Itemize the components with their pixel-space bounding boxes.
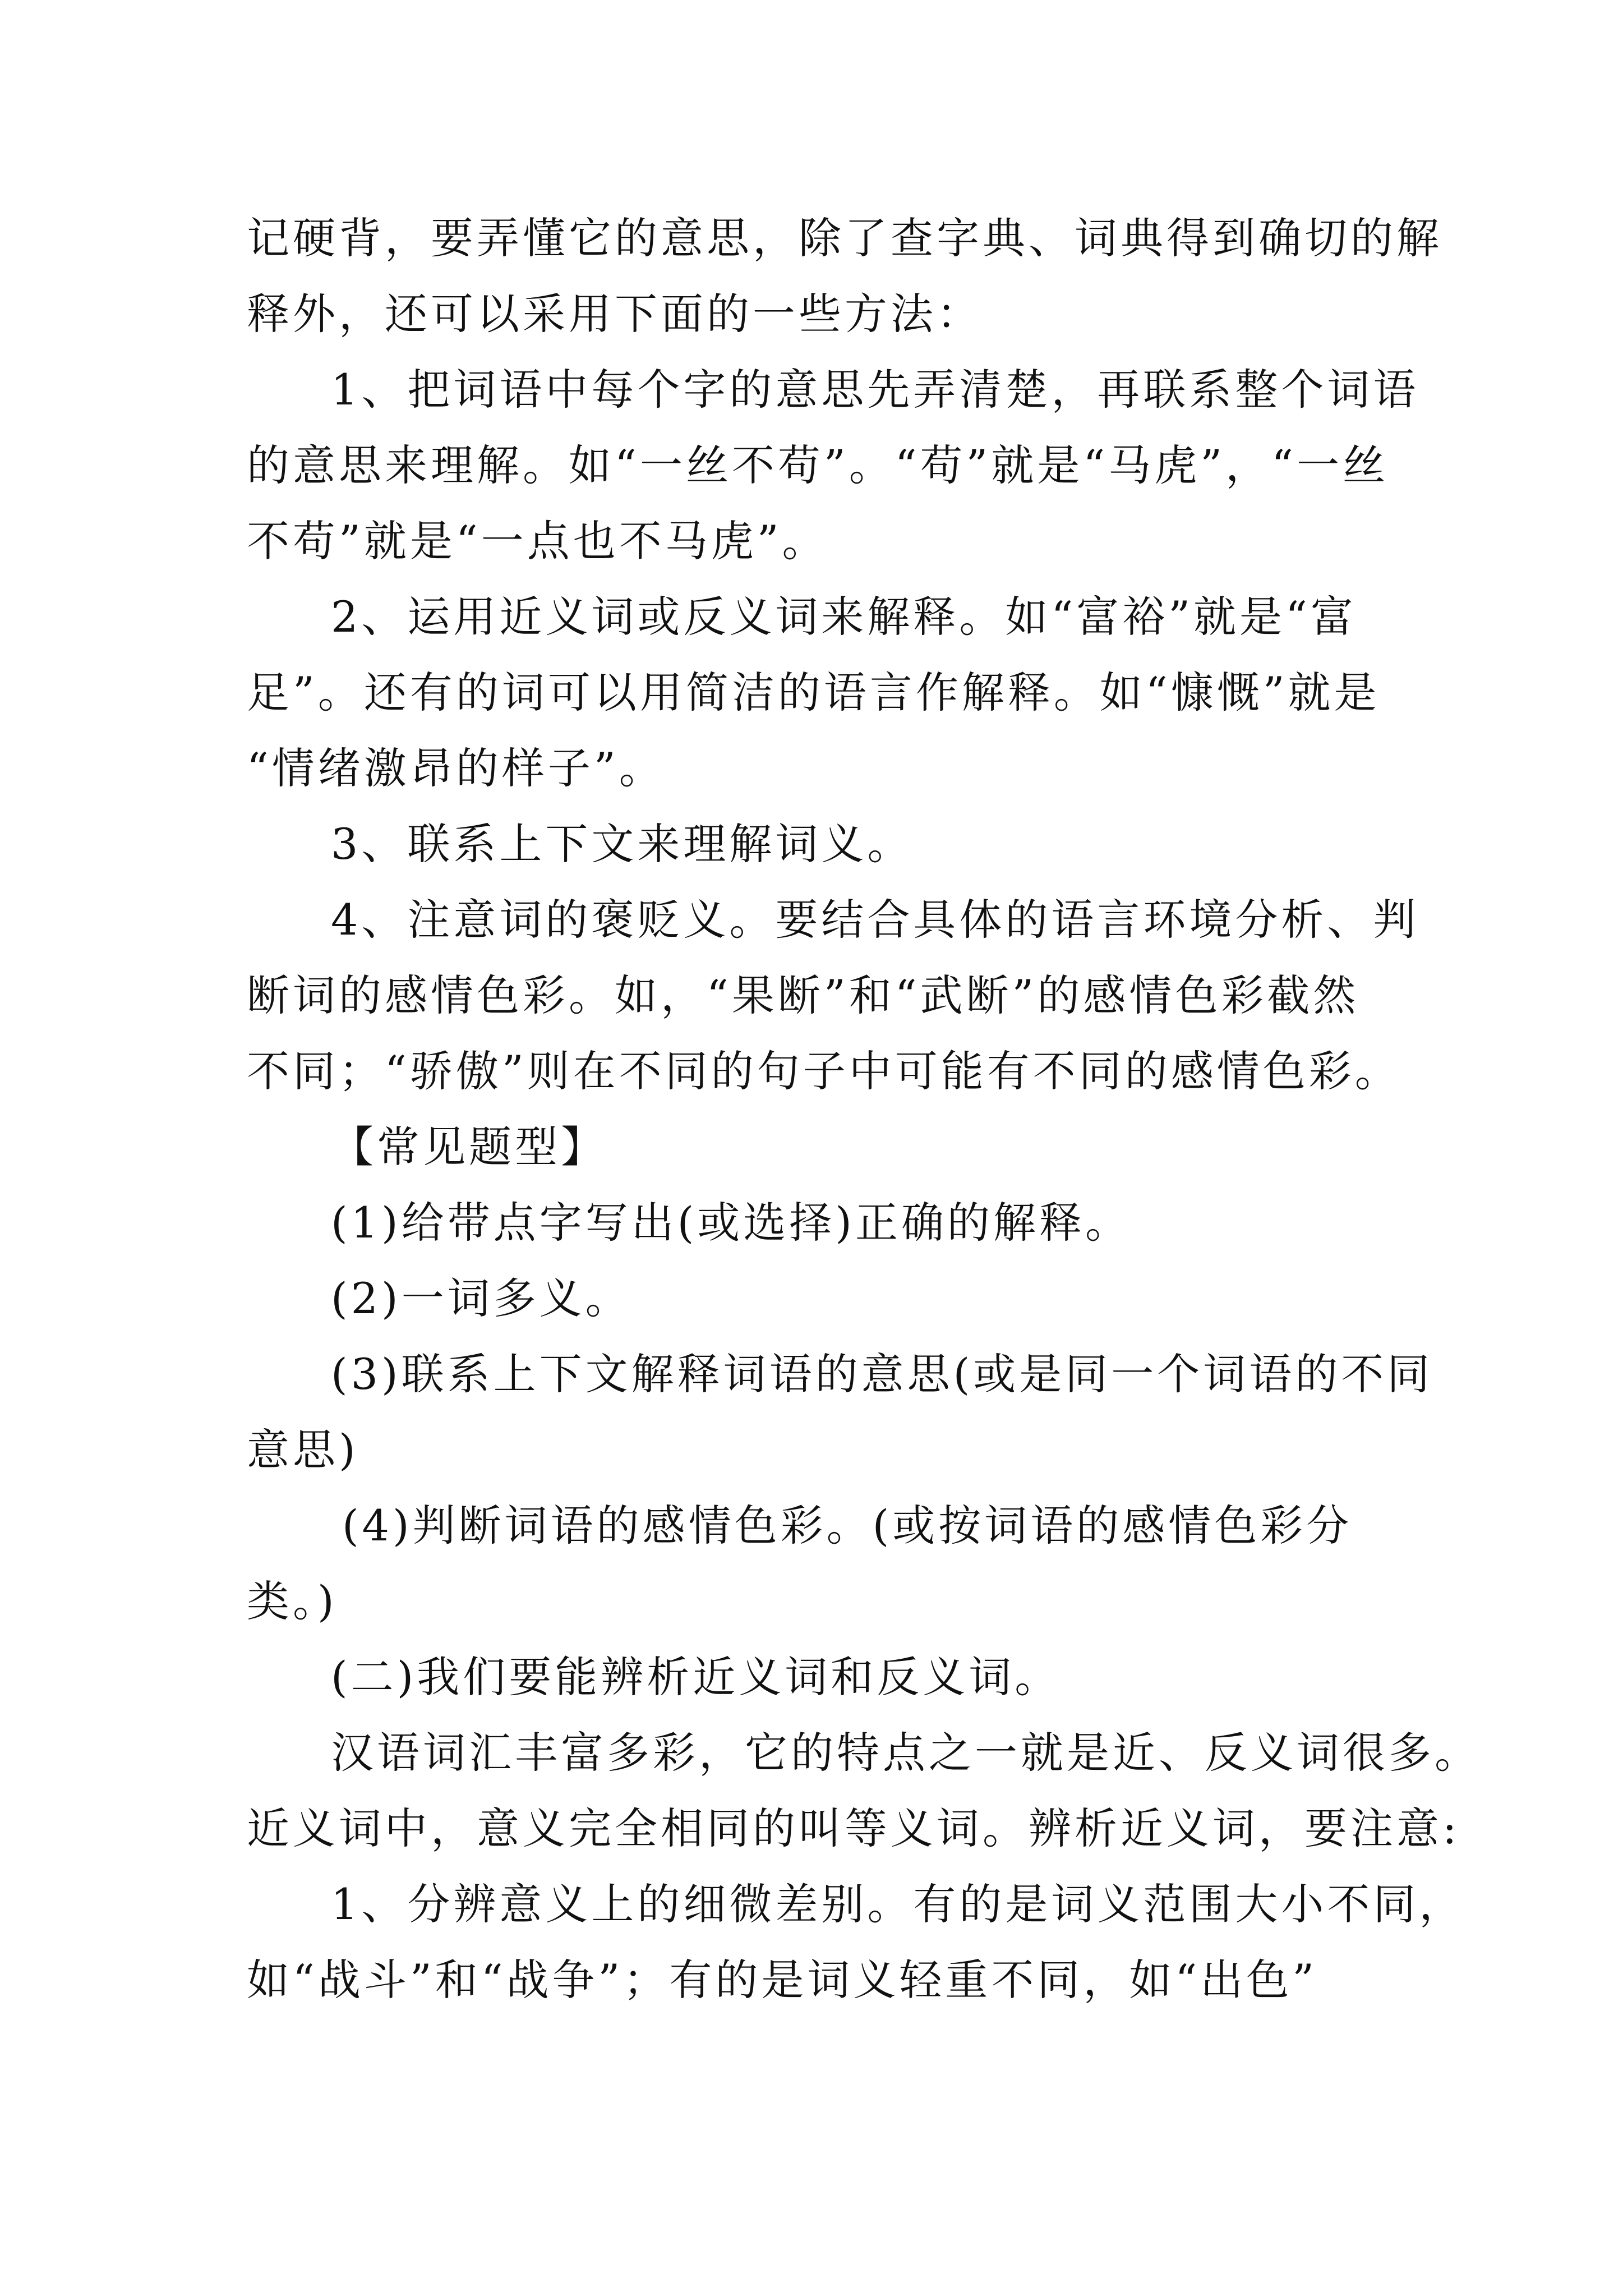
text-line: “情绪激昂的样子”。 [247, 743, 665, 793]
text-line: (2)一词多义。 [331, 1273, 631, 1323]
text-line: (二)我们要能辨析近义词和反义词。 [331, 1652, 1061, 1702]
text-line: 如“战斗”和“战争”；有的是词义轻重不同，如“出色” [247, 1955, 1318, 2005]
text-line: (3)联系上下文解释词语的意思(或是同一个词语的不同 [331, 1349, 1433, 1399]
text-line: 2、运用近义词或反义词来解释。如“富裕”就是“富 [331, 592, 1357, 642]
text-line: 不苟”就是“一点也不马虎”。 [247, 516, 828, 566]
text-line: 汉语词汇丰富多彩，它的特点之一就是近、反义词很多。 [331, 1728, 1481, 1778]
text-line: (1)给带点字写出(或选择)正确的解释。 [331, 1198, 1131, 1248]
text-line: 记硬背，要弄懂它的意思，除了查字典、词典得到确切的解 [247, 213, 1442, 263]
text-line: 的意思来理解。如“一丝不苟”。“苟”就是“马虎”，“一丝 [247, 440, 1389, 490]
text-line: 断词的感情色彩。如，“果断”和“武断”的感情色彩截然 [247, 970, 1359, 1020]
text-line: 1、把词语中每个字的意思先弄清楚，再联系整个词语 [331, 365, 1419, 415]
text-line: 类。) [247, 1576, 338, 1626]
text-line: 足”。还有的词可以用简洁的语言作解释。如“慷慨”就是 [247, 668, 1380, 717]
section-heading: 【常见题型】 [331, 1122, 607, 1172]
text-line: 释外，还可以采用下面的一些方法： [247, 289, 983, 339]
text-line: 不同；“骄傲”则在不同的句子中可能有不同的感情色彩。 [247, 1046, 1401, 1096]
text-line: 近义词中，意义完全相同的叫等义词。辨析近义词，要注意: [247, 1803, 1460, 1853]
text-line: 4、注意词的褒贬义。要结合具体的语言环境分析、判 [331, 895, 1419, 945]
text-line: 3、联系上下文来理解词义。 [331, 819, 914, 869]
text-line: 意思) [247, 1425, 359, 1475]
text-line: 1、分辨意义上的细微差别。有的是词义范围大小不同， [331, 1879, 1465, 1929]
text-line: (4)判断词语的感情色彩。(或按词语的感情色彩分 [342, 1501, 1353, 1550]
